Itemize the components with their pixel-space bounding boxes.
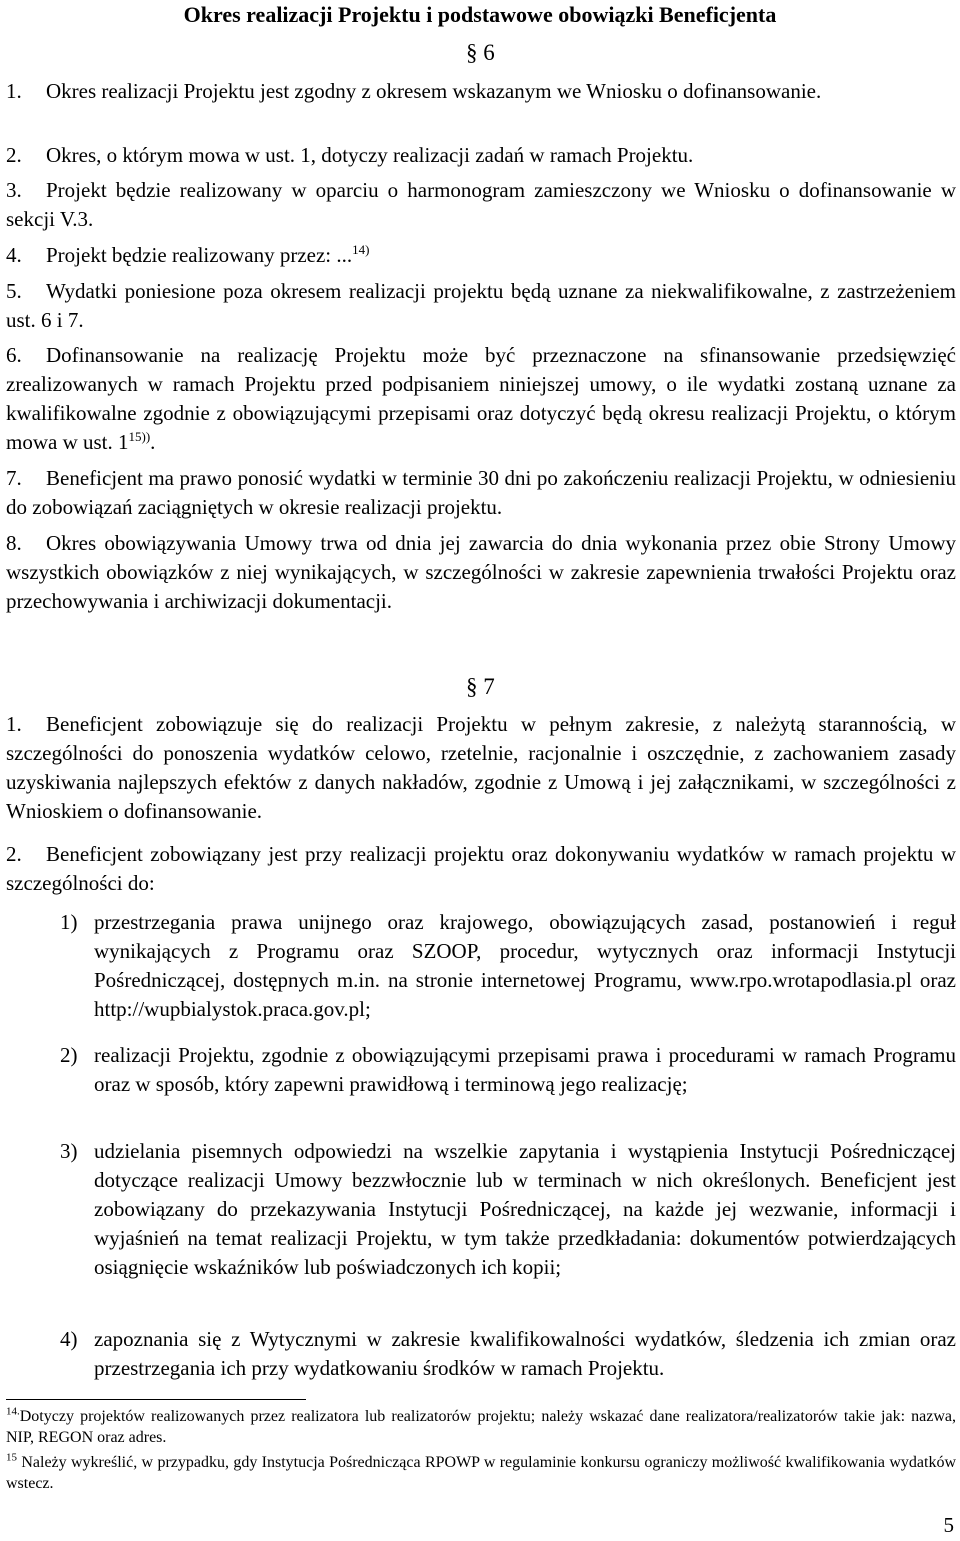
- item-text: Beneficjent ma prawo ponosić wydatki w terminie 30 dni po zakończeniu realizacji Projektu, w odniesieniu do zobowiązań zaciągniętych w okresie realizacji projektu.: [6, 466, 956, 519]
- item-text: Projekt będzie realizowany w oparciu o harmonogram zamieszczony we Wniosku o dofinansowanie w sekcji V.3.: [6, 178, 956, 231]
- subitem-text: przestrzegania prawa unijnego oraz krajowego, obowiązujących zasad, postanowień i reguł wynikających z Programu oraz SZOOP, procedur, wytycznych oraz informacji Instytucji Pośredniczącej, dostępnych m.in. na stronie internetowej Programu, www.rpo.wrotapodlasia.pl oraz http://wupbialystok.praca.gov.pl;: [94, 910, 956, 1021]
- s7-subitem-2: [60, 1041, 956, 1099]
- item-number: 8.: [6, 531, 22, 555]
- footnote-text: Dotyczy projektów realizowanych przez realizatora lub realizatorów projektu; należy wskazać dane realizatora/realizatorów takie jak: nazwa, NIP, REGON oraz adres.: [6, 1408, 956, 1446]
- item-number: 1.: [6, 712, 22, 736]
- item-number: 4.: [6, 243, 22, 267]
- s6-item-4: [6, 241, 956, 270]
- s7-subitem-3: [60, 1137, 956, 1282]
- item-number: 3.: [6, 178, 22, 202]
- s6-item-2: [6, 141, 956, 170]
- subitem-number: 4): [60, 1327, 78, 1351]
- item-number: 2.: [6, 842, 22, 866]
- section-7-heading: § 7: [466, 674, 495, 699]
- s7-subitem-1: [60, 908, 956, 1024]
- subitem-text: udzielania pisemnych odpowiedzi na wszelkie zapytania i wystąpienia Instytucji Pośredniczącej dotyczące realizacji Umowy bezzwłocznie lub w terminach w nich określonych. Beneficjent jest zobowiązany do przekazywania Instytucji Pośredniczącej, na każde jej wezwanie, informacji i wyjaśnień na temat realizacji Projektu, w tym także przedkładania: dokumentów potwierdzających osiągnięcie wskaźników lub poświadczonych ich kopii;: [94, 1139, 956, 1279]
- s6-item-1: [6, 77, 956, 106]
- s7-subitem-4: [60, 1325, 956, 1383]
- item-text: Projekt będzie realizowany przez: ...: [46, 243, 353, 267]
- page-title: Okres realizacji Projektu i podstawowe obowiązki Beneficjenta: [183, 2, 777, 27]
- item-text: Wydatki poniesione poza okresem realizacji projektu będą uznane za niekwalifikowalne, z zastrzeżeniem ust. 6 i 7.: [6, 279, 956, 332]
- footnote-number: 15: [6, 1451, 17, 1464]
- section-6-heading: § 6: [466, 40, 495, 65]
- item-number: 2.: [6, 143, 22, 167]
- s6-item-3: [6, 176, 956, 234]
- item-number: 6.: [6, 343, 22, 367]
- footnote-14: [6, 1406, 956, 1448]
- s6-item-5: [6, 277, 956, 335]
- footnote-ref: 15)): [128, 429, 151, 444]
- item-text: Dofinansowanie na realizację Projektu może być przeznaczone na sfinansowanie przedsięwzięć zrealizowanych w ramach Projektu przed podpisaniem niniejszej umowy, o ile wydatki zostaną uznane za kwalifikowalne zgodnie z obowiązującymi przepisami oraz dotyczyć będą okresu realizacji Projektu, o którym mowa w ust. 1: [6, 343, 956, 454]
- footnote-15: [6, 1452, 956, 1494]
- page-number: 5: [943, 1513, 954, 1537]
- item-text: Okres, o którym mowa w ust. 1, dotyczy realizacji zadań w ramach Projektu.: [46, 143, 694, 167]
- subitem-text: zapoznania się z Wytycznymi w zakresie kwalifikowalności wydatków, śledzenia ich zmian oraz przestrzegania ich przy wydatkowaniu środków w ramach Projektu.: [94, 1327, 956, 1380]
- subitem-number: 2): [60, 1043, 78, 1067]
- s7-item-2: [6, 840, 956, 898]
- item-text-tail: .: [150, 430, 156, 454]
- footnote-text: Należy wykreślić, w przypadku, gdy Instytucja Pośrednicząca RPOWP w regulaminie konkursu ograniczy możliwość kwalifikowania wydatków wstecz.: [6, 1454, 956, 1492]
- s6-item-8: [6, 529, 956, 616]
- subitem-number: 1): [60, 910, 78, 934]
- item-text: Okres realizacji Projektu jest zgodny z okresem wskazanym we Wniosku o dofinansowanie.: [46, 79, 822, 103]
- subitem-text: realizacji Projektu, zgodnie z obowiązującymi przepisami prawa i procedurami w ramach Programu oraz w sposób, który zapewni prawidłową i terminową jego realizację;: [94, 1043, 956, 1096]
- item-text: Okres obowiązywania Umowy trwa od dnia jej zawarcia do dnia wykonania przez obie Strony Umowy wszystkich obowiązków z niej wynikających, w szczególności w zakresie zapewnienia trwałości Projektu oraz przechowywania i archiwizacji dokumentacji.: [6, 531, 956, 613]
- item-text: Beneficjent zobowiązany jest przy realizacji projektu oraz dokonywaniu wydatków w ramach projektu w szczególności do:: [6, 842, 956, 895]
- item-text: Beneficjent zobowiązuje się do realizacji Projektu w pełnym zakresie, z należytą starannością, w szczególności do ponoszenia wydatków celowo, rzetelnie, racjonalnie i oszczędnie, z zachowaniem zasady uzyskiwania najlepszych efektów z danych nakładów, zgodnie z Umową i jej załącznikami, w szczególności z Wnioskiem o dofinansowanie.: [6, 712, 956, 823]
- item-number: 5.: [6, 279, 22, 303]
- item-number: 7.: [6, 466, 22, 490]
- s7-item-1: [6, 710, 956, 826]
- s6-item-7: [6, 464, 956, 522]
- s6-item-6: [6, 341, 956, 457]
- item-number: 1.: [6, 79, 22, 103]
- footnote-ref: 14): [352, 242, 370, 257]
- footnote-separator: [6, 1399, 306, 1400]
- footnote-number: 14.: [6, 1405, 20, 1418]
- subitem-number: 3): [60, 1139, 78, 1163]
